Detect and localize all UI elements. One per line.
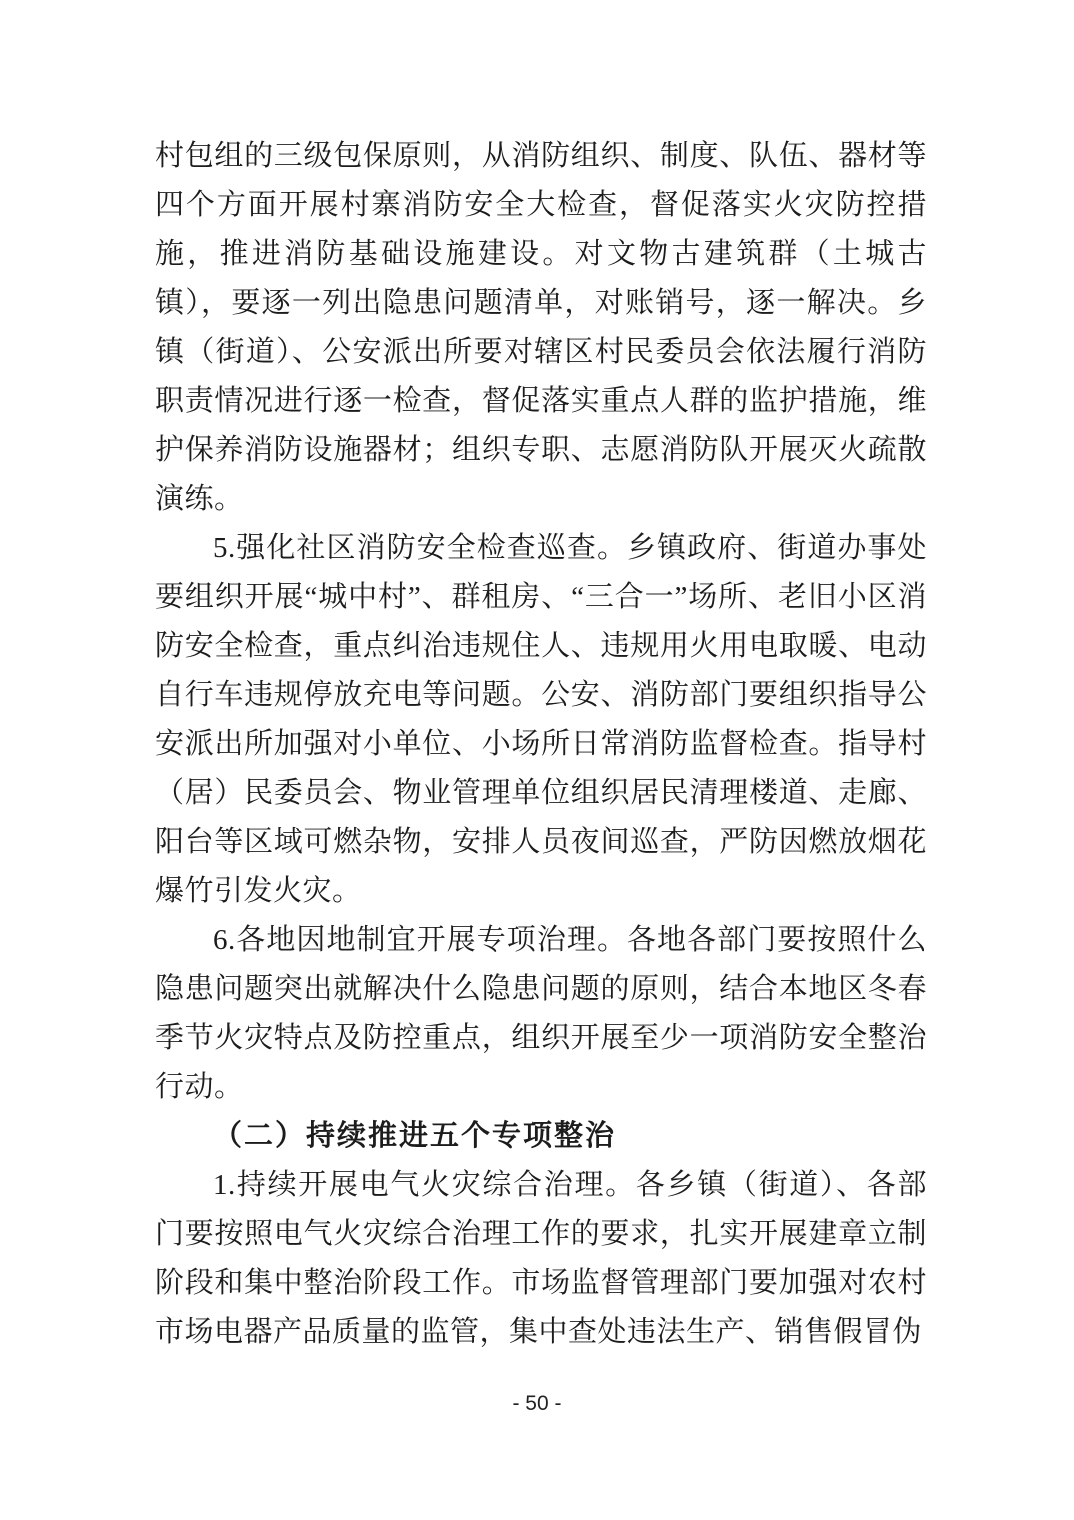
paragraph-item-1: 1.持续开展电气火灾综合治理。各乡镇（街道）、各部门要按照电气火灾综合治理工作的要求，扎实开展建章立制阶段和集中整治阶段工作。市场监督管理部门要加强对农村市场电器产品质量的监管，集中查处违法生产、销售假冒伪 xyxy=(155,1169,927,1348)
section-heading: （二）持续推进五个专项整治 xyxy=(213,1120,617,1152)
paragraph-item-6: 6.各地因地制宜开展专项治理。各地各部门要按照什么隐患问题突出就解决什么隐患问题的原则，结合本地区冬春季节火灾特点及防控重点，组织开展至少一项消防安全整治行动。 xyxy=(155,924,927,1103)
paragraph-continuation: 村包组的三级包保原则，从消防组织、制度、队伍、器材等四个方面开展村寨消防安全大检查，督促落实火灾防控措施，推进消防基础设施建设。对文物古建筑群（土城古镇），要逐一列出隐患问题清单，对账销号，逐一解决。乡镇（街道）、公安派出所要对辖区村民委员会依法履行消防职责情况进行逐一检查，督促落实重点人群的监护措施，维护保养消防设施器材；组织专职、志愿消防队开展灭火疏散演练。 xyxy=(155,140,927,515)
page-number: - 50 - xyxy=(512,1392,562,1415)
paragraph-item-5: 5.强化社区消防安全检查巡查。乡镇政府、街道办事处要组织开展“城中村”、群租房、“三合一”场所、老旧小区消防安全检查，重点纠治违规住人、违规用火用电取暖、电动自行车违规停放充电等问题。公安、消防部门要组织指导公安派出所加强对小单位、小场所日常消防监督检查。指导村（居）民委员会、物业管理单位组织居民清理楼道、走廊、阳台等区域可燃杂物，安排人员夜间巡查，严防因燃放烟花爆竹引发火灾。 xyxy=(155,532,927,907)
document-body xyxy=(155,132,927,1357)
